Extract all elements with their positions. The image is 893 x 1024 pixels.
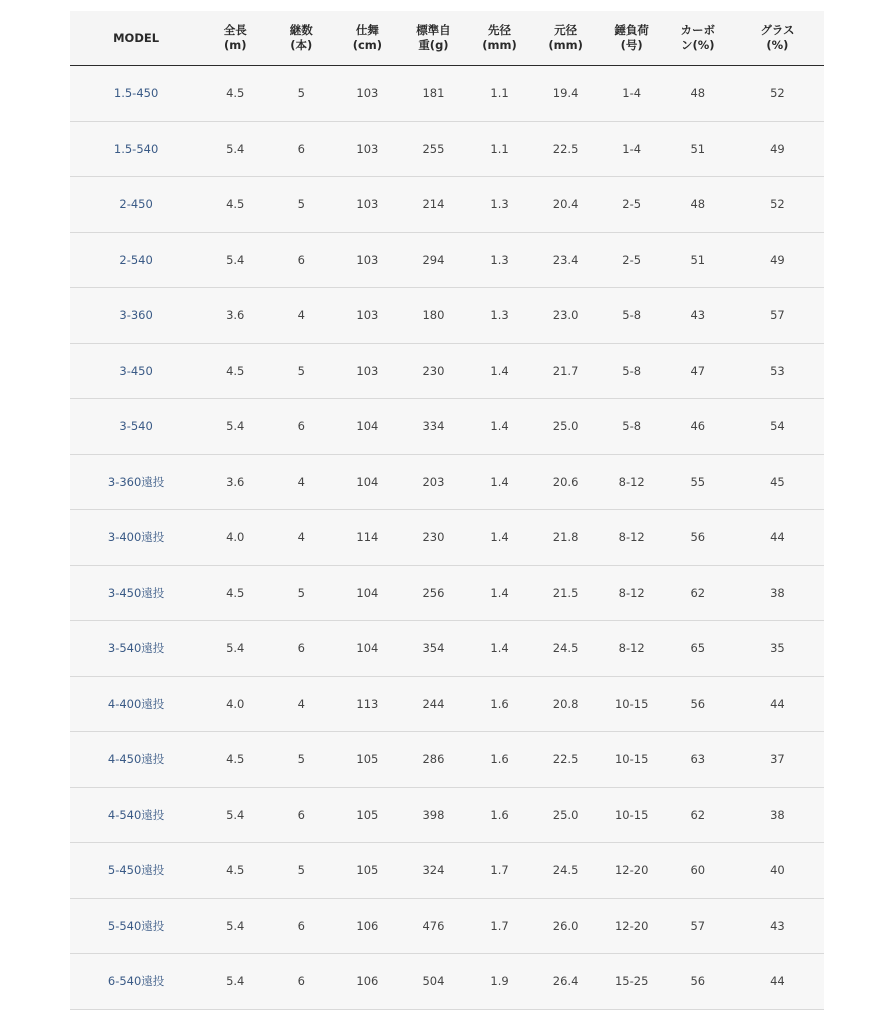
cell-tip-diameter: 1.7 xyxy=(466,898,532,954)
header-carbon xyxy=(665,11,731,66)
cell-butt-diameter: 26.0 xyxy=(533,898,599,954)
cell-sections: 6 xyxy=(268,232,334,288)
cell-tip-diameter: 1.7 xyxy=(466,843,532,899)
cell-length: 4.0 xyxy=(202,676,268,732)
cell-closed-length: 103 xyxy=(334,177,400,233)
cell-weight: 476 xyxy=(400,898,466,954)
table-body xyxy=(70,66,824,1010)
cell-closed-length: 103 xyxy=(334,288,400,344)
model-link[interactable]: 5-450遠投 xyxy=(70,843,202,899)
cell-sinker-load: 1-4 xyxy=(599,121,665,177)
cell-tip-diameter: 1.3 xyxy=(466,288,532,344)
cell-length: 4.5 xyxy=(202,177,268,233)
cell-length: 5.4 xyxy=(202,121,268,177)
cell-closed-length: 104 xyxy=(334,565,400,621)
header-label: 元径 xyxy=(554,23,578,37)
cell-butt-diameter: 22.5 xyxy=(533,121,599,177)
cell-carbon: 51 xyxy=(665,121,731,177)
cell-length: 5.4 xyxy=(202,898,268,954)
table-row xyxy=(70,676,824,732)
cell-weight: 244 xyxy=(400,676,466,732)
cell-carbon: 56 xyxy=(665,676,731,732)
cell-butt-diameter: 21.8 xyxy=(533,510,599,566)
cell-length: 4.0 xyxy=(202,510,268,566)
model-link[interactable]: 5-540遠投 xyxy=(70,898,202,954)
cell-tip-diameter: 1.6 xyxy=(466,676,532,732)
cell-butt-diameter: 22.5 xyxy=(533,732,599,788)
cell-closed-length: 103 xyxy=(334,343,400,399)
model-link[interactable]: 3-360遠投 xyxy=(70,454,202,510)
cell-closed-length: 103 xyxy=(334,121,400,177)
cell-length: 4.5 xyxy=(202,732,268,788)
header-label: (mm) xyxy=(482,38,517,52)
cell-length: 4.5 xyxy=(202,843,268,899)
cell-length: 5.4 xyxy=(202,621,268,677)
model-link[interactable]: 1.5-540 xyxy=(70,121,202,177)
cell-sections: 4 xyxy=(268,288,334,344)
header-label: 全長 xyxy=(223,23,247,37)
cell-butt-diameter: 21.5 xyxy=(533,565,599,621)
cell-tip-diameter: 1.4 xyxy=(466,454,532,510)
cell-length: 5.4 xyxy=(202,232,268,288)
table-row xyxy=(70,66,824,122)
cell-sinker-load: 1-4 xyxy=(599,66,665,122)
header-length xyxy=(202,11,268,66)
cell-sections: 4 xyxy=(268,510,334,566)
cell-length: 5.4 xyxy=(202,787,268,843)
cell-length: 4.5 xyxy=(202,565,268,621)
cell-sinker-load: 10-15 xyxy=(599,732,665,788)
cell-weight: 294 xyxy=(400,232,466,288)
cell-glass: 37 xyxy=(731,732,824,788)
cell-carbon: 48 xyxy=(665,66,731,122)
cell-carbon: 60 xyxy=(665,843,731,899)
cell-weight: 181 xyxy=(400,66,466,122)
cell-sections: 6 xyxy=(268,399,334,455)
model-link[interactable]: 3-450 xyxy=(70,343,202,399)
cell-carbon: 43 xyxy=(665,288,731,344)
cell-closed-length: 103 xyxy=(334,232,400,288)
model-link[interactable]: 4-450遠投 xyxy=(70,732,202,788)
table-row xyxy=(70,343,824,399)
header-tip-diameter xyxy=(466,11,532,66)
cell-carbon: 46 xyxy=(665,399,731,455)
header-glass xyxy=(731,11,824,66)
model-link[interactable]: 3-540遠投 xyxy=(70,621,202,677)
cell-tip-diameter: 1.3 xyxy=(466,232,532,288)
cell-glass: 44 xyxy=(731,954,824,1010)
cell-carbon: 65 xyxy=(665,621,731,677)
cell-tip-diameter: 1.4 xyxy=(466,510,532,566)
cell-weight: 324 xyxy=(400,843,466,899)
header-sinker-load xyxy=(599,11,665,66)
cell-glass: 43 xyxy=(731,898,824,954)
header-butt-diameter xyxy=(533,11,599,66)
cell-sections: 4 xyxy=(268,454,334,510)
header-label: (cm) xyxy=(352,38,383,52)
cell-weight: 286 xyxy=(400,732,466,788)
cell-sinker-load: 5-8 xyxy=(599,343,665,399)
table-row xyxy=(70,732,824,788)
cell-glass: 54 xyxy=(731,399,824,455)
cell-weight: 354 xyxy=(400,621,466,677)
cell-closed-length: 104 xyxy=(334,454,400,510)
header-label: 仕舞 xyxy=(355,23,379,37)
cell-sinker-load: 2-5 xyxy=(599,177,665,233)
cell-weight: 504 xyxy=(400,954,466,1010)
cell-length: 3.6 xyxy=(202,454,268,510)
model-link[interactable]: 6-540遠投 xyxy=(70,954,202,1010)
table-row xyxy=(70,510,824,566)
model-link[interactable]: 4-400遠投 xyxy=(70,676,202,732)
cell-tip-diameter: 1.4 xyxy=(466,565,532,621)
cell-butt-diameter: 19.4 xyxy=(533,66,599,122)
cell-glass: 44 xyxy=(731,676,824,732)
cell-glass: 52 xyxy=(731,66,824,122)
cell-weight: 230 xyxy=(400,343,466,399)
cell-butt-diameter: 24.5 xyxy=(533,621,599,677)
model-link[interactable]: 1.5-450 xyxy=(70,66,202,122)
cell-glass: 57 xyxy=(731,288,824,344)
cell-sections: 5 xyxy=(268,565,334,621)
cell-tip-diameter: 1.1 xyxy=(466,121,532,177)
cell-sections: 4 xyxy=(268,676,334,732)
cell-butt-diameter: 23.4 xyxy=(533,232,599,288)
table-row xyxy=(70,454,824,510)
cell-weight: 334 xyxy=(400,399,466,455)
header-label: 重(g) xyxy=(418,38,449,52)
table-row xyxy=(70,121,824,177)
header-label: カーボ xyxy=(680,23,715,37)
cell-closed-length: 114 xyxy=(334,510,400,566)
cell-tip-diameter: 1.4 xyxy=(466,621,532,677)
cell-glass: 38 xyxy=(731,565,824,621)
cell-carbon: 48 xyxy=(665,177,731,233)
header-label: (m) xyxy=(223,38,247,52)
cell-sinker-load: 10-15 xyxy=(599,676,665,732)
cell-sinker-load: 12-20 xyxy=(599,898,665,954)
model-link[interactable]: 3-360 xyxy=(70,288,202,344)
cell-weight: 398 xyxy=(400,787,466,843)
cell-tip-diameter: 1.6 xyxy=(466,732,532,788)
cell-butt-diameter: 20.6 xyxy=(533,454,599,510)
cell-sinker-load: 15-25 xyxy=(599,954,665,1010)
cell-sinker-load: 12-20 xyxy=(599,843,665,899)
cell-sinker-load: 2-5 xyxy=(599,232,665,288)
model-link[interactable]: 3-450遠投 xyxy=(70,565,202,621)
model-link[interactable]: 2-450 xyxy=(70,177,202,233)
table-row xyxy=(70,843,824,899)
cell-carbon: 47 xyxy=(665,343,731,399)
model-link[interactable]: 3-400遠投 xyxy=(70,510,202,566)
header-label: (本) xyxy=(290,38,313,52)
cell-closed-length: 113 xyxy=(334,676,400,732)
cell-tip-diameter: 1.6 xyxy=(466,787,532,843)
cell-sections: 6 xyxy=(268,121,334,177)
table-row xyxy=(70,565,824,621)
cell-length: 3.6 xyxy=(202,288,268,344)
cell-glass: 49 xyxy=(731,232,824,288)
cell-weight: 256 xyxy=(400,565,466,621)
model-link[interactable]: 2-540 xyxy=(70,232,202,288)
cell-closed-length: 104 xyxy=(334,621,400,677)
cell-glass: 35 xyxy=(731,621,824,677)
cell-sections: 5 xyxy=(268,343,334,399)
table-row xyxy=(70,787,824,843)
cell-tip-diameter: 1.4 xyxy=(466,343,532,399)
cell-closed-length: 105 xyxy=(334,787,400,843)
model-link[interactable]: 4-540遠投 xyxy=(70,787,202,843)
header-label: ン(%) xyxy=(680,38,715,52)
cell-closed-length: 105 xyxy=(334,732,400,788)
cell-weight: 203 xyxy=(400,454,466,510)
cell-carbon: 56 xyxy=(665,510,731,566)
cell-length: 4.5 xyxy=(202,343,268,399)
table-row xyxy=(70,177,824,233)
cell-sections: 5 xyxy=(268,732,334,788)
cell-sections: 6 xyxy=(268,621,334,677)
header-label: (%) xyxy=(766,38,789,52)
cell-glass: 53 xyxy=(731,343,824,399)
spec-table-container xyxy=(70,11,824,1010)
cell-sinker-load: 8-12 xyxy=(599,454,665,510)
header-weight xyxy=(400,11,466,66)
cell-sections: 6 xyxy=(268,898,334,954)
cell-tip-diameter: 1.4 xyxy=(466,399,532,455)
cell-carbon: 51 xyxy=(665,232,731,288)
table-row xyxy=(70,288,824,344)
table-header-row xyxy=(70,11,824,66)
cell-weight: 180 xyxy=(400,288,466,344)
table-row xyxy=(70,954,824,1010)
cell-closed-length: 105 xyxy=(334,843,400,899)
cell-sinker-load: 8-12 xyxy=(599,565,665,621)
cell-sections: 6 xyxy=(268,954,334,1010)
header-label: 先径 xyxy=(488,23,512,37)
cell-closed-length: 106 xyxy=(334,954,400,1010)
cell-carbon: 56 xyxy=(665,954,731,1010)
table-row xyxy=(70,621,824,677)
header-label: 標準自 xyxy=(416,23,451,37)
cell-sections: 5 xyxy=(268,177,334,233)
cell-length: 5.4 xyxy=(202,399,268,455)
cell-sections: 5 xyxy=(268,66,334,122)
cell-sinker-load: 8-12 xyxy=(599,621,665,677)
header-label: (mm) xyxy=(548,38,583,52)
cell-butt-diameter: 25.0 xyxy=(533,787,599,843)
cell-carbon: 63 xyxy=(665,732,731,788)
cell-carbon: 62 xyxy=(665,565,731,621)
header-sections xyxy=(268,11,334,66)
header-closed-length xyxy=(334,11,400,66)
header-label: MODEL xyxy=(113,30,160,45)
cell-closed-length: 106 xyxy=(334,898,400,954)
cell-length: 5.4 xyxy=(202,954,268,1010)
model-link[interactable]: 3-540 xyxy=(70,399,202,455)
header-label: グラス xyxy=(760,23,795,37)
cell-sections: 6 xyxy=(268,787,334,843)
cell-closed-length: 104 xyxy=(334,399,400,455)
cell-sinker-load: 8-12 xyxy=(599,510,665,566)
cell-sinker-load: 5-8 xyxy=(599,288,665,344)
cell-glass: 49 xyxy=(731,121,824,177)
cell-sinker-load: 10-15 xyxy=(599,787,665,843)
cell-closed-length: 103 xyxy=(334,66,400,122)
table-row xyxy=(70,399,824,455)
cell-length: 4.5 xyxy=(202,66,268,122)
cell-carbon: 55 xyxy=(665,454,731,510)
cell-weight: 214 xyxy=(400,177,466,233)
cell-glass: 52 xyxy=(731,177,824,233)
cell-weight: 230 xyxy=(400,510,466,566)
cell-butt-diameter: 26.4 xyxy=(533,954,599,1010)
cell-sections: 5 xyxy=(268,843,334,899)
header-model xyxy=(70,11,202,66)
header-label: 継数 xyxy=(289,23,313,37)
cell-butt-diameter: 20.4 xyxy=(533,177,599,233)
header-label: (号) xyxy=(620,38,643,52)
cell-sinker-load: 5-8 xyxy=(599,399,665,455)
cell-butt-diameter: 25.0 xyxy=(533,399,599,455)
cell-carbon: 62 xyxy=(665,787,731,843)
cell-butt-diameter: 21.7 xyxy=(533,343,599,399)
cell-tip-diameter: 1.1 xyxy=(466,66,532,122)
cell-butt-diameter: 24.5 xyxy=(533,843,599,899)
table-row xyxy=(70,898,824,954)
spec-table xyxy=(70,11,824,1010)
cell-carbon: 57 xyxy=(665,898,731,954)
cell-butt-diameter: 20.8 xyxy=(533,676,599,732)
header-label: 錘負荷 xyxy=(614,23,649,37)
cell-glass: 45 xyxy=(731,454,824,510)
cell-weight: 255 xyxy=(400,121,466,177)
cell-tip-diameter: 1.3 xyxy=(466,177,532,233)
table-row xyxy=(70,232,824,288)
cell-tip-diameter: 1.9 xyxy=(466,954,532,1010)
cell-glass: 40 xyxy=(731,843,824,899)
cell-glass: 44 xyxy=(731,510,824,566)
cell-butt-diameter: 23.0 xyxy=(533,288,599,344)
cell-glass: 38 xyxy=(731,787,824,843)
